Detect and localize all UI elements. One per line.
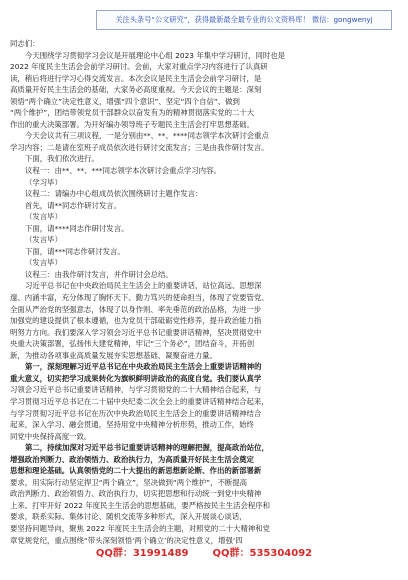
- body-line: 全面从严治党的坚强意志，体现了以身作则、率先垂范的政治品格，为进一步: [10, 304, 262, 314]
- top-promo-banner: 关注头条号“公文研究”，获得最新最全最专业的公文资料库！ 微信：gongwenyj: [96, 10, 392, 30]
- body-line: 作出的重大决策部署。为开好编办领导班子专题民主生活会打牢思想基础。: [10, 119, 254, 129]
- body-line: 明努力方向。我们要深入学习领会习近平总书记重要讲话精神，坚决贯彻党中: [10, 327, 262, 337]
- footer-qq-1: QQ群：31991489: [95, 548, 189, 559]
- body-line: 邃、内涵丰富，充分体现了胸怀天下、勤力笃兴的使命担当，体现了党要管党、: [10, 293, 269, 303]
- body-line: （学习毕）: [25, 177, 62, 187]
- body-line: 第一，深刻理解习近平总书记在中央政治局民主生活会上重要讲话精神的: [25, 362, 262, 372]
- document-body: [10, 38, 396, 545]
- body-line: （发言毕）: [25, 258, 62, 268]
- body-line: 议程二：请编办中心组成员依次围绕研讨主题作发言：: [25, 189, 203, 199]
- body-line: 思想和理论基础。认真领悟党的二十大提出的新思想新论断、作出的新部署新: [10, 466, 262, 476]
- footer-qq-2: QQ群：535304092: [212, 548, 313, 559]
- body-line: 领悟“两个确立”决定性意义，增强“四个意识”、坚定“四个自信”、做到: [10, 96, 240, 106]
- body-line: 要求，联系实际、集体讨论、随机交流等多种形式，深入开展谈心谈话，: [10, 512, 247, 522]
- body-line: 议程一：由**、**、***同志领学本次研讨会重点学习内容。: [25, 166, 221, 176]
- body-line: 与学习贯彻习近平总书记在历次中央政治局民主生活会上的重要讲话精神结合: [10, 408, 262, 418]
- salutation: 同志们：: [10, 39, 40, 48]
- body-line: （发言毕）: [25, 235, 62, 245]
- body-line: 读，稍后将进行学习心得交流发言。本次会议是民主生活会会前学习研讨，是: [10, 73, 262, 83]
- body-line: 议程三：由我作研讨发言，并作研讨会总结。: [25, 269, 173, 279]
- body-line: 学习贯彻习近平总书记在二十届中央纪委二次全会上的重要讲话精神结合起来，: [10, 396, 269, 406]
- body-line: 章党规党纪，重点围绕“带头深刻领悟‘两个确立’的决定性意义，增强‘四: [10, 535, 243, 545]
- body-line: 起来，深入学习、融会贯通，坚持用党中央精神分析形势，推动工作，始终: [10, 420, 254, 430]
- body-line: 上来。打牢开好 2022 年度民主生活会的思想基础，要严格按民主生活会程序和: [10, 500, 271, 510]
- body-line: 下面，我们依次进行。: [25, 154, 99, 164]
- body-line: 第二，持续加深对习近平总书记重要讲话精神的理解把握，提高政治站位，: [25, 443, 269, 453]
- body-line: 增强政治判断力、政治领悟力、政治执行力，为高质量开好民主生活会奠定: [10, 454, 254, 464]
- body-line: 要求，用实际行动坚定捍卫“两个确立”，坚决做到“两个维护”，不断提高: [10, 477, 248, 487]
- body-line: 重大意义，切实把学习成果转化为旗帜鲜明讲政治的高度自觉。我们要认真学: [10, 373, 262, 383]
- body-line: 2022 年度民主生活会会前学习研讨。会前，大家对重点学习内容进行了认真研: [10, 62, 268, 72]
- body-line: 下面，请***同志作研讨发言。: [25, 246, 125, 256]
- body-line: “两个维护”，团结带领党员干部群众以奋发有为的精神贯彻落实党的二十大: [10, 108, 255, 118]
- body-line: 今天会议共有三项议程，一是分别由**、**、****同志领学本次研讨会重点: [25, 131, 269, 141]
- body-line: 要坚持问题导向，聚焦 2022 年度民主生活会的主题，对照党的二十大精神和党: [10, 523, 271, 533]
- body-line: 央重大决策部署，弘扬伟大建党精神，牢记“三个务必”，团结奋斗，开拓创: [10, 339, 255, 349]
- body-line: （发言毕）: [25, 212, 62, 222]
- body-line: 首先，请**同志作研讨发言。: [25, 200, 122, 210]
- body-line: 学习内容；二是请在室班子成员依次进行研讨交流发言；三是由我作研讨发言。: [10, 142, 269, 152]
- body-line: 新，为推动各项事业高质量发展夯实思想基础、凝聚奋进力量。: [10, 350, 217, 360]
- body-line: 下面，请****同志作研讨发言。: [25, 223, 129, 233]
- body-line: 习领会习近平总书记重要讲话精神，与学习贯彻党的二十大精神结合起来，与: [10, 385, 262, 395]
- body-line: 习近平总书记在中央政治局民主生活会上的重要讲话，站位高远、思想深: [25, 281, 262, 291]
- footer-contacts: [0, 542, 408, 566]
- body-lines: [10, 50, 396, 547]
- body-line: 加强党的建设提供了根本遵循，也为党员干部砥砺党性修养，提升政治能力指: [10, 316, 262, 326]
- body-line: 高质量开好民主生活会的基础，大家务必高度重视。今天会议的主题是：深刻: [10, 85, 262, 95]
- body-line: 政治判断力、政治领悟力、政治执行力，切实把思想和行动统一到党中央精神: [10, 489, 262, 499]
- body-line: 同党中央保持高度一致。: [10, 431, 92, 441]
- body-line: 今天围绕学习贯彻学习会议是开展理论中心组 2023 年集中学习研讨，同时也是: [25, 50, 286, 60]
